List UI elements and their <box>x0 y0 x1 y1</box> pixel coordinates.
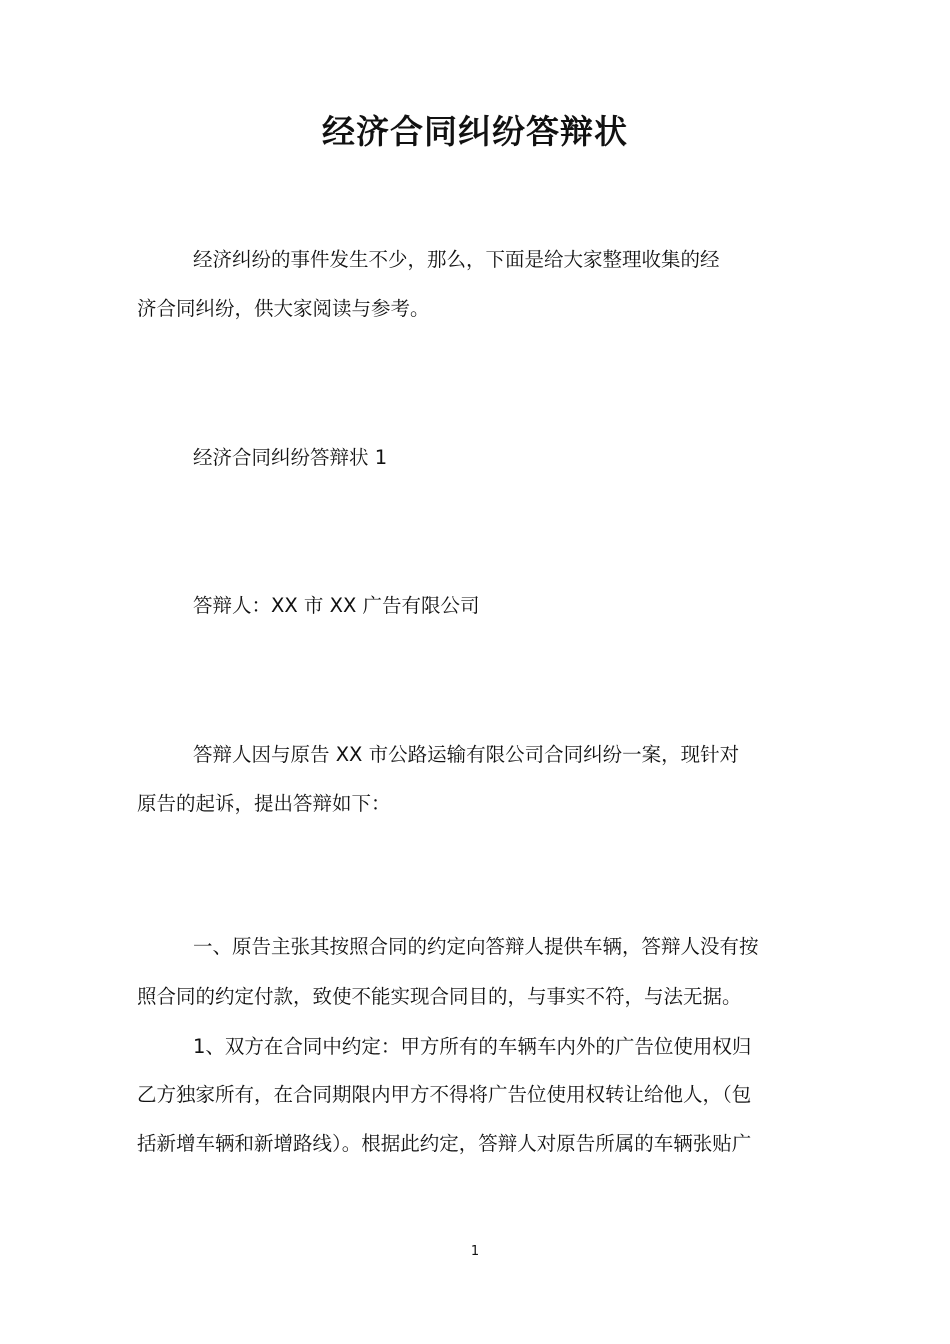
point-one-line-1: 一、原告主张其按照合同的约定向答辩人提供车辆，答辩人没有按 <box>193 935 759 958</box>
section-heading: 经济合同纠纷答辩状 1 <box>193 446 388 469</box>
statement-line-2: 原告的起诉，提出答辩如下： <box>137 792 391 815</box>
sub-point-one-line-2: 乙方独家所有，在合同期限内甲方不得将广告位使用权转让给他人，（包 <box>137 1083 752 1106</box>
intro-line-2: 济合同纠纷，供大家阅读与参考。 <box>137 297 430 320</box>
page-number: 1 <box>470 1244 480 1259</box>
intro-line-1: 经济纠纷的事件发生不少，那么，下面是给大家整理收集的经 <box>193 248 720 271</box>
sub-point-one-line-3: 括新增车辆和新增路线）。根据此约定，答辩人对原告所属的车辆张贴广 <box>137 1132 752 1155</box>
point-one-line-2: 照合同的约定付款，致使不能实现合同目的，与事实不符，与法无据。 <box>137 985 742 1008</box>
document-title: 经济合同纠纷答辩状 <box>322 112 628 151</box>
sub-point-one-line-1: 1、双方在合同中约定：甲方所有的车辆车内外的广告位使用权归 <box>193 1035 752 1058</box>
respondent-line: 答辩人：XX 市 XX 广告有限公司 <box>193 594 480 617</box>
statement-line-1: 答辩人因与原告 XX 市公路运输有限公司合同纠纷一案，现针对 <box>193 743 740 766</box>
